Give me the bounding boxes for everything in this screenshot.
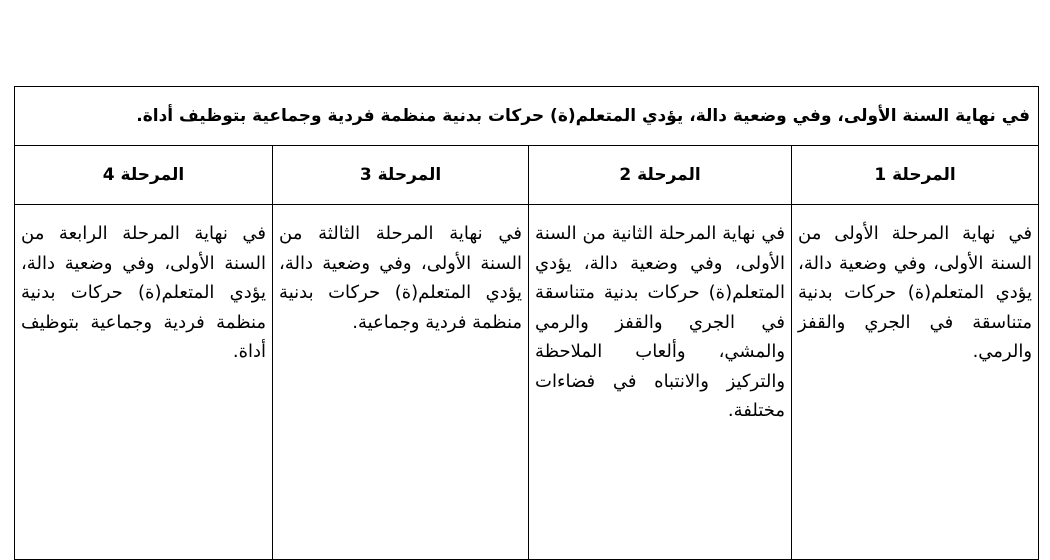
stage-3-text: في نهاية المرحلة الثالثة من السنة الأولى، وفي وضعية دالة، يؤدي المتعلم(ة) حركات بدنية منظمة فردية وجماعية. <box>279 223 523 333</box>
competency-table <box>14 86 1039 560</box>
stage-4-cell <box>15 205 273 560</box>
table-title: في نهاية السنة الأولى، وفي وضعية دالة، يؤدي المتعلم(ة) حركات بدنية منظمة فردية وجماعية بتوظيف أداة. <box>15 87 1039 146</box>
stage-1-header: المرحلة 1 <box>792 146 1039 205</box>
title-row <box>15 87 1039 146</box>
stage-body-row <box>15 205 1039 560</box>
stage-2-text: في نهاية المرحلة الثانية من السنة الأولى، وفي وضعية دالة، يؤدي المتعلم(ة) حركات بدنية متناسقة في الجري والقفز والرمي والمشي، وألعاب الملاحظة والتركيز والانتباه في فضاءات مختلفة. <box>535 223 786 421</box>
stage-1-cell <box>792 205 1039 560</box>
stage-4-text: في نهاية المرحلة الرابعة من السنة الأولى، وفي وضعية دالة، يؤدي المتعلم(ة) حركات بدنية منظمة فردية وجماعية بتوظيف أداة. <box>21 223 267 362</box>
stage-2-header: المرحلة 2 <box>529 146 792 205</box>
stage-4-header: المرحلة 4 <box>15 146 273 205</box>
stage-3-cell <box>273 205 529 560</box>
stage-3-header: المرحلة 3 <box>273 146 529 205</box>
stage-2-cell <box>529 205 792 560</box>
stage-1-text: في نهاية المرحلة الأولى من السنة الأولى، وفي وضعية دالة، يؤدي المتعلم(ة) حركات بدنية متناسقة في الجري والقفز والرمي. <box>798 223 1033 362</box>
stage-header-row <box>15 146 1039 205</box>
